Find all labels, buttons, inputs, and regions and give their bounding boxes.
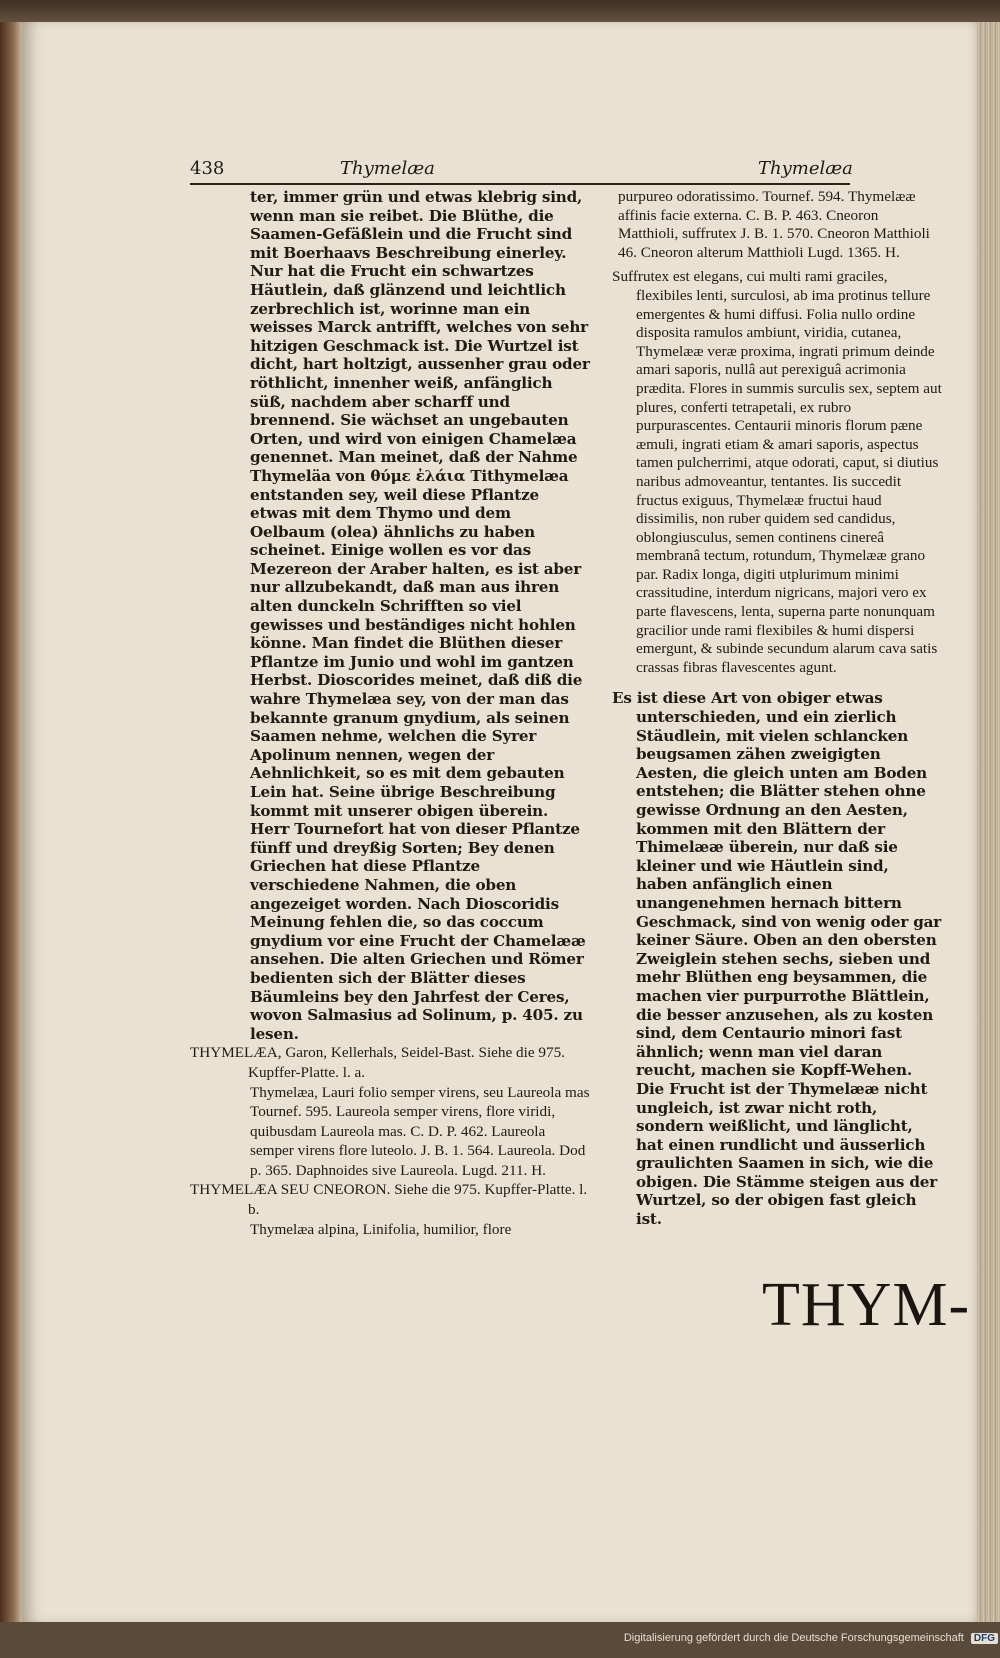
- right-column: [612, 188, 942, 1229]
- footer-credit: Digitalisierung gefördert durch die Deutsche Forschungsgemeinschaft: [623, 1632, 964, 1644]
- dfg-logo-icon: DFG: [971, 1633, 998, 1644]
- entry-heading-thymelaea: [190, 1043, 590, 1082]
- left-continuation-block: [190, 188, 590, 1043]
- german-description: Es ist diese Art von obiger etwas unterschieden, und ein zierlich Stäudlein, mit vielen schlancken beugsamen zähen zweigigten Aesten, die gleich unten am Boden entstehen; die Blätter stehen ohne gewisse Ordnung an den Aesten, kommen mit den Blättern der Thimelææ überein, nur daß sie kleiner und wie Häutlein sind, haben anfänglich einen unangenehmen hernach bittern Geschmack, sind von wenig oder gar keiner Säure. Oben an den obersten Zweiglein stehen sechs, sieben und mehr Blüthen eng beysammen, die machen vier purpurrothe Blättlein, die besser anzusehen, als zu kosten sind, dem Centaurio minori fast ähnlich; wenn man viel daran reucht, machen sie Kopff-Wehen. Die Frucht ist der Thymelææ nicht ungleich, ist zwar nicht roth, sondern weißlicht, und länglicht, hat einen rundlicht und äusserlich graulichten Saamen in sich, wie die obigen. Die Stämme steigen aus der Wurtzel, so der obigen fast gleich ist.: [612, 689, 942, 1229]
- entry-synonyms-thymelaea: [190, 1083, 590, 1181]
- header-rule: [190, 183, 850, 185]
- page-header: [190, 158, 853, 184]
- entry-synonyms-cneoron: [190, 1220, 590, 1240]
- entry2-head-text: THYMELÆA SEU CNEORON. Siehe die 975. Kupffer-Platte. l. b.: [190, 1181, 588, 1219]
- catchword: THYM-: [762, 1271, 971, 1339]
- book-spine-shadow: [0, 22, 22, 1622]
- left-column: [190, 188, 590, 1239]
- latin-description: Suffrutex est elegans, cui multi rami graciles, flexibiles lenti, surculosi, ab ima protinus tellure emergentes & humi diffusi. Folia nullo ordine disposita ramulos ambiunt, viridia, cutanea, Thymelææ veræ proxima, ingrati primum deinde amari saporis, nullâ aut perexiguâ acrimonia prædita. Flores in summis surculis sex, septem aut plures, conferti tetrapetali, ex rubro purpurascentes. Centaurii minoris florum pæne æmuli, ingrati etiam & amari saporis, aspectus tamen pulcherrimi, atque odorati, caput, si diutius naribus admoveantur, tentantes. Iis succedit fructus exiguus, Thymelææ fructui haud dissimilis, non ruber quidem sed candidus, oblongiusculus, semen continens cinereâ membranâ tectum, rotundum, Thymelææ grano par. Radix longa, digiti utplurimum minimi crassitudine, interdum nigricans, majori vero ex parte flavescens, lenta, superna parte nonunquam gracilior unde rami flexibiles & humi dispersi emergunt, & subinde secundum alarum cava satis crassas fibras flavescentes agunt.: [612, 268, 942, 676]
- entry1-synonyms-text: Thymelæa, Lauri folio semper virens, seu Laureola mas Tournef. 595. Laureola semper virens, flore viridi, quibusdam Laureola mas. C. D. P. 462. Laureola semper virens flore luteolo. J. B. 1. 564. Laureola. Dod p. 365. Daphnoides sive Laureola. Lugd. 211. H.: [250, 1083, 590, 1179]
- running-head-right: Thymelæa: [758, 158, 853, 179]
- entry-heading-cneoron: [190, 1180, 590, 1219]
- continuation-paragraph: ter, immer grün und etwas klebrig sind, wenn man sie reibet. Die Blüthe, die Saamen-Gefäßlein und die Frucht sind mit Boerhaavs Beschreibung einerley. Nur hat die Frucht ein schwartzes Häutlein, daß glänzend und leichtlich zerbrechlich ist, worinne man ein weisses Marck antrifft, welches von sehr hitzigen Geschmack ist. Die Wurtzel ist dicht, hart holtzigt, aussenher grau oder röthlicht, innenher weiß, anfänglich süß, nachdem aber scharff und brennend. Sie wächset an ungebauten Orten, und wird von einigen Chamelæa genennet. Man meinet, daß der Nahme Thymeläa von θύμε ἐλάια Tithymelæa entstanden sey, weil diese Pflantze etwas mit dem Thymo und dem Oelbaum (olea) ähnlichs zu haben scheinet. Einige wollen es vor das Mezereon der Araber halten, es ist aber nur allzubekandt, daß man aus ihren alten dunckeln Schrifften so viel gewisses und beständiges nicht hohlen könne. Man findet die Blüthen dieser Pflantze im Junio und wohl im gantzen Herbst. Dioscorides meinet, daß diß die wahre Thymelæa sey, von der man das bekannte granum gnydium, als seinen Saamen nehme, welchen die Syrer Apolinum nennen, wegen der Aehnlichkeit, so es mit dem gebauten Lein hat. Seine übrige Beschreibung kommt mit unserer obigen überein. Herr Tournefort hat von dieser Pflantze fünff und dreyßig Sorten; Bey denen Griechen hat diese Pflantze verschiedene Nahmen, die oben angezeiget worden. Nach Dioscoridis Meinung fehlen die, so das coccum gnydium vor eine Frucht der Chamelææ ansehen. Die alten Griechen und Römer bedienten sich der Blätter dieses Bäumleins bey den Jahrfest der Ceres, wovon Salmasius ad Solinum, p. 405. zu lesen.: [250, 188, 590, 1043]
- paragraph-gap: [612, 677, 942, 689]
- entry2-synonyms-text: Thymelæa alpina, Linifolia, humilior, flore: [250, 1220, 512, 1238]
- running-head-left: Thymelæa: [340, 158, 435, 179]
- page-stack-edge: [977, 22, 1000, 1622]
- synonym-continuation: purpureo odoratissimo. Tournef. 594. Thymelææ affinis facie externa. C. B. P. 463. Cneoron Matthioli, suffrutex J. B. 1. 570. Cneoron Matthioli 46. Cneoron alterum Matthioli Lugd. 1365. H.: [618, 188, 930, 261]
- digitization-footer: [600, 1632, 998, 1652]
- page-number: 438: [190, 158, 225, 179]
- entry1-head-text: THYMELÆA, Garon, Kellerhals, Seidel-Bast. Siehe die 975. Kupffer-Platte. l. a.: [190, 1044, 565, 1081]
